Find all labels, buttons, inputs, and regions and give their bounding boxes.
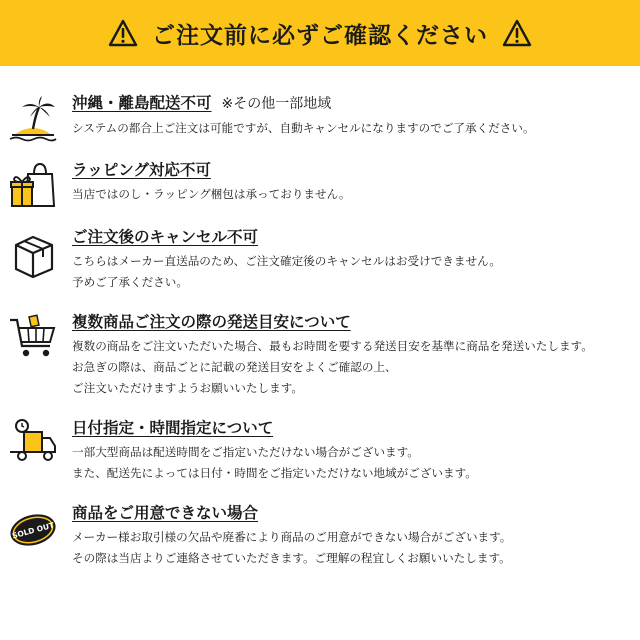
- delivery-truck-icon: [8, 418, 58, 468]
- sold-out-badge-icon: [8, 505, 58, 555]
- section-note: ※その他一部地域: [221, 96, 332, 112]
- section-title: 沖縄・離島配送不可 ※その他一部地域: [72, 94, 332, 112]
- section-title: 商品をご用意できない場合: [72, 504, 259, 522]
- section-body: 複数の商品をご注文いただいた場合、最もお時間を要する発送目安を基準に商品を発送いたします。 お急ぎの際は、商品ごとに記載の発送目安をよくご確認の上、 ご注文いただけますようお願いいたします。: [72, 339, 593, 395]
- warning-icon: [108, 19, 138, 47]
- section-title: ラッピング対応不可: [72, 161, 211, 179]
- box-icon: [8, 231, 58, 281]
- section-body: メーカー様お取引様の欠品や廃番により商品のご用意ができない場合がございます。 その際は当店よりご連絡させていただきます。ご理解の程宜しくお願いいたします。: [72, 530, 512, 565]
- section-body: 当店ではのし・ラッピング梱包は承っておりません。: [72, 187, 351, 201]
- island-palm-icon: [8, 95, 58, 145]
- section-body: こちらはメーカー直送品のため、ご注文確定後のキャンセルはお受けできません。 予めご了承ください。: [72, 254, 501, 289]
- header-banner: [0, 0, 640, 66]
- header-title: ご注文前に必ずご確認ください: [152, 22, 488, 49]
- sold-out-badge-text: SOLD OUT: [11, 520, 56, 541]
- section-title: 複数商品ご注文の際の発送目安について: [72, 313, 351, 331]
- gift-bag-icon: [8, 160, 58, 210]
- section-body: 一部大型商品は配送時間をご指定いただけない場合がございます。 また、配送先によっては日付・時間をご指定いただけない地域がございます。: [72, 445, 477, 480]
- shopping-cart-icon: [8, 312, 58, 362]
- section-title: 日付指定・時間指定について: [72, 419, 274, 437]
- section-title: ご注文後のキャンセル不可: [72, 228, 259, 246]
- warning-icon: [502, 19, 532, 47]
- section-body: システムの都合上ご注文は可能ですが、自動キャンセルになりますのでご了承ください。: [72, 121, 535, 135]
